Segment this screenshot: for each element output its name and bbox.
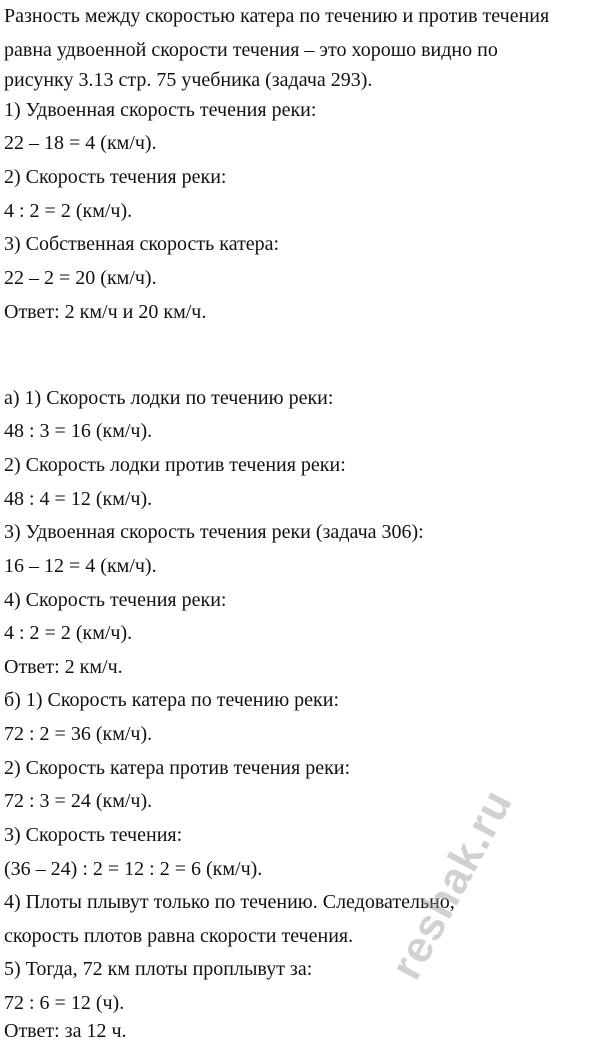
watermark: reshak.ru — [381, 781, 522, 988]
answer-line: Ответ: за 12 ч. — [4, 1020, 127, 1042]
text-line: б) 1) Скорость катера по течению реки: — [4, 689, 339, 711]
text-line: 48 : 4 = 12 (км/ч). — [4, 488, 153, 510]
text-line: 3) Скорость течения: — [4, 824, 183, 846]
text-line: рисунку 3.13 стр. 75 учебника (задача 293). — [4, 69, 373, 91]
text-line: 3) Собственная скорость катера: — [4, 233, 280, 255]
answer-line: Ответ: 2 км/ч. — [4, 656, 123, 678]
text-line: 3) Удвоенная скорость течения реки (задача 306): — [4, 521, 424, 543]
text-line: 4) Плоты плывут только по течению. Следовательно, — [4, 891, 455, 913]
text-line: 2) Скорость течения реки: — [4, 166, 227, 188]
text-line: 22 – 2 = 20 (км/ч). — [4, 267, 157, 289]
text-line: 1) Удвоенная скорость течения реки: — [4, 99, 317, 121]
text-line: 4 : 2 = 2 (км/ч). — [4, 622, 133, 644]
answer-line: Ответ: 2 км/ч и 20 км/ч. — [4, 301, 207, 323]
text-line: 72 : 3 = 24 (км/ч). — [4, 790, 153, 812]
text-line: 2) Скорость катера против течения реки: — [4, 757, 351, 779]
text-line: а) 1) Скорость лодки по течению реки: — [4, 387, 334, 409]
text-line: 22 – 18 = 4 (км/ч). — [4, 132, 157, 154]
text-line: 48 : 3 = 16 (км/ч). — [4, 420, 153, 442]
text-line: 16 – 12 = 4 (км/ч). — [4, 555, 157, 577]
text-line: (36 – 24) : 2 = 12 : 2 = 6 (км/ч). — [4, 858, 263, 880]
text-line: 72 : 6 = 12 (ч). — [4, 992, 125, 1014]
text-line: 4) Скорость течения реки: — [4, 589, 227, 611]
text-line: 72 : 2 = 36 (км/ч). — [4, 723, 153, 745]
text-line: 4 : 2 = 2 (км/ч). — [4, 200, 133, 222]
text-line: Разность между скоростью катера по течению и против течения — [4, 5, 550, 27]
text-line: равна удвоенной скорости течения – это хорошо видно по — [4, 39, 498, 61]
text-line: скорость плотов равна скорости течения. — [4, 925, 354, 947]
text-line: 2) Скорость лодки против течения реки: — [4, 454, 346, 476]
text-line: 5) Тогда, 72 км плоты проплывут за: — [4, 958, 313, 980]
